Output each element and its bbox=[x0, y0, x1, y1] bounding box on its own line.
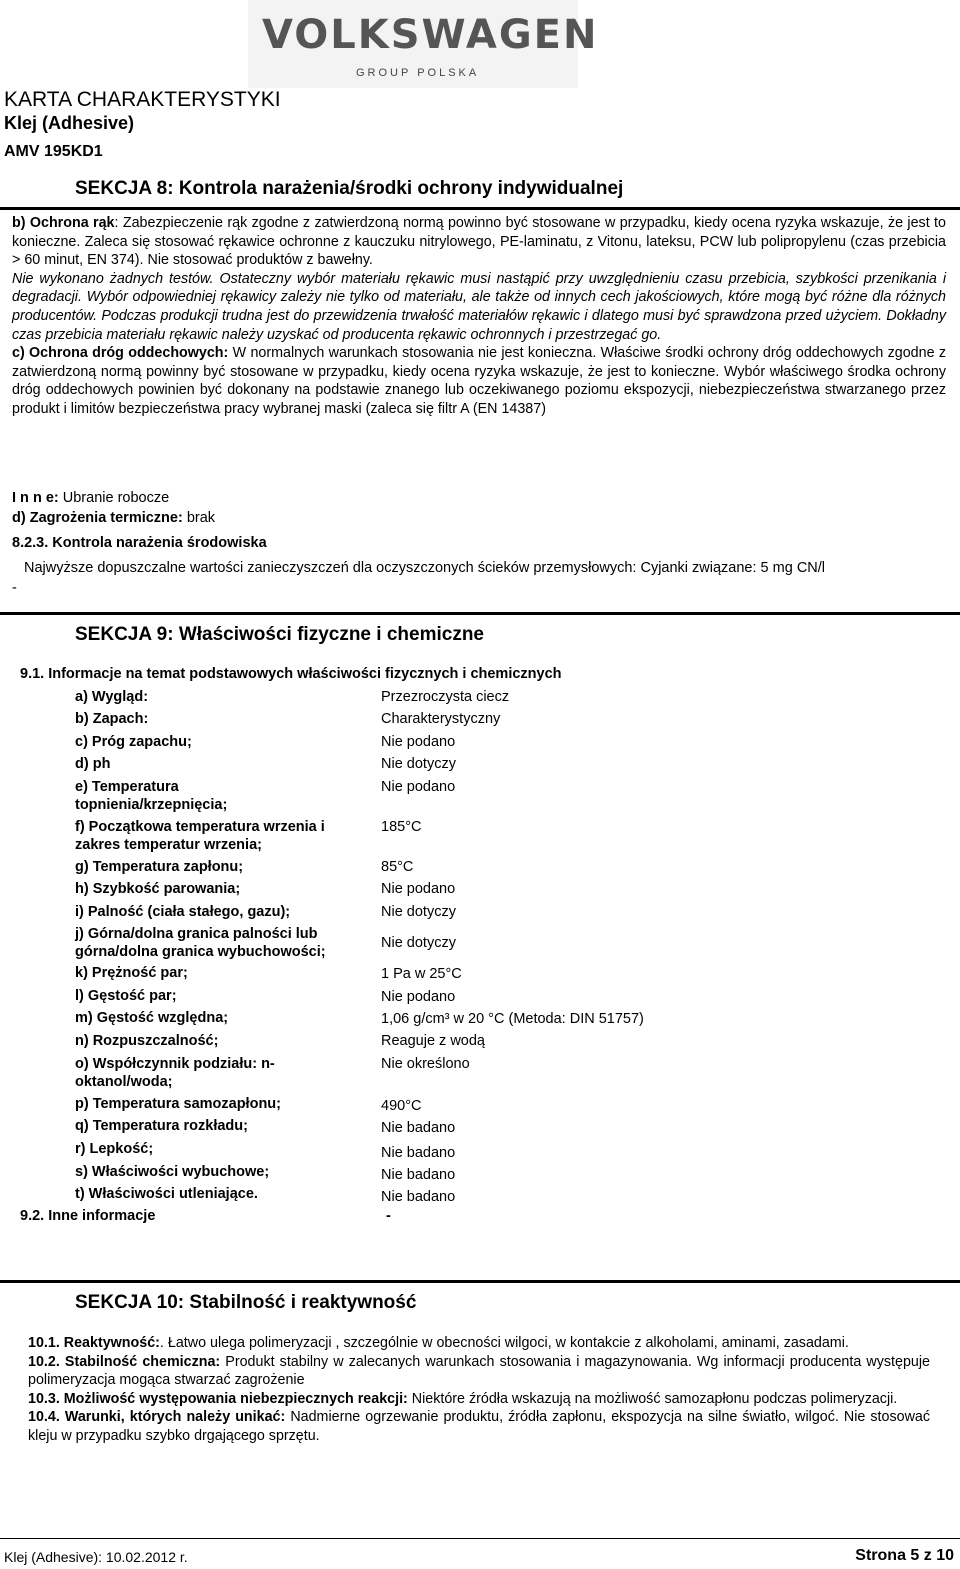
property-value: Nie badano bbox=[381, 1189, 456, 1205]
hand-protection-text: : Zabezpieczenie rąk zgodne z zatwierdzoną normą powinno być stosowane w przypadku, kiedy ocena ryzyka wskazuje, że jest to konieczne. Zaleca się stosować rękawice ochronne z kauczuku nitrylowego, PE-laminatu, z Vitonu, lateksu, PCW lub polipropylenu (czas przebicia > 60 minut, EN 374). Nie stosować produktów z bawełny. bbox=[12, 215, 946, 269]
property-label: c) Próg zapachu; bbox=[75, 734, 192, 750]
thermal-hazards-label: d) Zagrożenia termiczne: bbox=[12, 510, 183, 526]
property-value: 85°C bbox=[381, 859, 414, 875]
property-value: Reaguje z wodą bbox=[381, 1033, 485, 1049]
property-label: e) Temperatura topnienia/krzepnięcia; bbox=[75, 779, 228, 813]
hazardous-reactions bbox=[28, 1390, 930, 1409]
conditions-to-avoid-label: 10.4. Warunki, których należy unikać: bbox=[28, 1409, 286, 1426]
property-label: f) Początkowa temperatura wrzenia i zakres temperatur wrzenia; bbox=[75, 819, 325, 853]
other-info-value: - bbox=[386, 1208, 391, 1224]
footer-left: Klej (Adhesive): 10.02.2012 r. bbox=[4, 1549, 188, 1565]
property-value: Nie podano bbox=[381, 881, 456, 897]
product-name: Klej (Adhesive) bbox=[4, 113, 135, 133]
property-value: Nie podano bbox=[381, 989, 456, 1005]
respiratory-text: W normalnych warunkach stosowania nie jest konieczna. Właściwe środki ochrony dróg oddechowych zgodne z zatwierdzoną normą powinny być stosowane w przypadku, kiedy ocena ryzyka wskazuje, że jest to konieczne. Wybór właściwego środka ochrony dróg oddechowych powinien być dokonany na podstawie znanego lub oczekiwanego poziomu ekspozycji, niebezpieczeństwa stwarzanego przez produkt i limitów bezpieczeństwa pracy wybranej maski (zaleca się filtr A (EN 14387) bbox=[12, 345, 946, 417]
property-value: Nie badano bbox=[381, 1145, 456, 1161]
logo-subtitle: GROUP POLSKA bbox=[356, 67, 480, 79]
reactivity-label: 10.1. Reaktywność: bbox=[28, 1335, 160, 1351]
section-10-body bbox=[28, 1334, 930, 1446]
section-9-rule bbox=[0, 612, 960, 615]
property-label: k) Prężność par; bbox=[75, 965, 188, 981]
property-label: d) ph bbox=[75, 756, 111, 772]
respiratory-label: c) Ochrona dróg oddechowych: bbox=[12, 345, 229, 362]
section-8-title: SEKCJA 8: Kontrola narażenia/środki ochrony indywidualnej bbox=[75, 178, 624, 199]
property-label: n) Rozpuszczalność; bbox=[75, 1033, 219, 1049]
conditions-to-avoid-text: Nadmierne ogrzewanie produktu, źródła zapłonu, ekspozycja na silne światło, wilgoć. Nie stosować kleju w przypadku szybko drgającego sprzętu. bbox=[28, 1409, 931, 1444]
section-9-subtitle: 9.1. Informacje na temat podstawowych właściwości fizycznych i chemicznych bbox=[20, 666, 562, 682]
property-label: h) Szybkość parowania; bbox=[75, 881, 241, 897]
section-9-title: SEKCJA 9: Właściwości fizyczne i chemiczne bbox=[75, 624, 484, 645]
other-info-label: 9.2. Inne informacje bbox=[20, 1208, 156, 1224]
env-control-title: 8.2.3. Kontrola narażenia środowiska bbox=[12, 535, 267, 551]
property-label: g) Temperatura zapłonu; bbox=[75, 859, 244, 875]
property-label: p) Temperatura samozapłonu; bbox=[75, 1096, 281, 1112]
other-protection-label: I n n e: bbox=[12, 490, 59, 506]
hazardous-reactions-text: Niektóre źródła wskazują na możliwość samozapłonu podczas polimeryzacji. bbox=[407, 1390, 898, 1407]
section-10-title: SEKCJA 10: Stabilność i reaktywność bbox=[75, 1292, 417, 1313]
section-8-rule bbox=[0, 207, 960, 210]
property-label: b) Zapach: bbox=[75, 711, 149, 727]
other-protection-text: Ubranie robocze bbox=[58, 490, 170, 506]
footer-rule bbox=[0, 1538, 960, 1539]
property-label: q) Temperatura rozkładu; bbox=[75, 1118, 248, 1134]
property-value: 1,06 g/cm³ w 20 °C (Metoda: DIN 51757) bbox=[381, 1011, 644, 1027]
hand-protection-note: Nie wykonano żadnych testów. Ostateczny wybór materiału rękawic musi nastąpić przy uwzględnieniu czasu przebicia, szybkości przenikania i degradacji. Wybór odpowiedniej rękawicy zależy nie tylko od materiału, ale także od innych cech jakościowych, które mogą być różne dla różnych producentów. Podczas produkcji trudna jest do przewidzenia trwałość materiałów rękawic i dlatego musi być sprawdzona przed użyciem. Dokładny czas przebicia materiału rękawic należy uzyskać od producenta rękawic ochronnych i przestrzegać go. bbox=[12, 270, 946, 343]
reactivity-text: . Łatwo ulega polimeryzacji , szczególnie w obecności wilgoci, w kontakcie z alkoholami, aminami, zasadami. bbox=[159, 1335, 849, 1351]
reactivity bbox=[28, 1334, 930, 1353]
property-value: 490°C bbox=[381, 1098, 422, 1114]
property-label: i) Palność (ciała stałego, gazu); bbox=[75, 904, 291, 920]
property-value: Nie określono bbox=[381, 1056, 470, 1072]
hazardous-reactions-label: 10.3. Możliwość występowania niebezpiecznych reakcji: bbox=[28, 1390, 408, 1407]
product-code: AMV 195KD1 bbox=[4, 143, 103, 160]
property-label: t) Właściwości utleniające. bbox=[75, 1186, 258, 1202]
section-10-rule bbox=[0, 1280, 960, 1283]
property-label: j) Górna/dolna granica palności lub górna/dolna granica wybuchowości; bbox=[75, 926, 326, 960]
property-label: s) Właściwości wybuchowe; bbox=[75, 1164, 270, 1180]
thermal-hazards-text: brak bbox=[182, 510, 216, 526]
property-label: o) Współczynnik podziału: n-oktanol/woda; bbox=[75, 1056, 275, 1090]
property-value: 1 Pa w 25°C bbox=[381, 966, 462, 982]
property-value: Przezroczysta ciecz bbox=[381, 689, 510, 705]
property-label: r) Lepkość; bbox=[75, 1141, 154, 1157]
env-control-dash: - bbox=[12, 580, 17, 596]
property-value: Nie podano bbox=[381, 734, 456, 750]
chemical-stability bbox=[28, 1353, 930, 1390]
property-value: Nie dotyczy bbox=[381, 935, 456, 951]
conditions-to-avoid bbox=[28, 1408, 930, 1445]
property-value: Charakterystyczny bbox=[381, 711, 501, 727]
logo-wordmark: VOLKSWAGEN bbox=[262, 12, 599, 58]
chemical-stability-label: 10.2. Stabilność chemiczna: bbox=[28, 1353, 221, 1370]
thermal-hazards bbox=[12, 510, 215, 526]
chemical-stability-text: Produkt stabilny w zalecanych warunkach stosowania i magazynowania. Wg informacji producenta występuje polimeryzacja mogąca stwarzać zagrożenie bbox=[28, 1353, 930, 1389]
hand-protection-label: b) Ochrona rąk bbox=[12, 215, 115, 231]
property-value: 185°C bbox=[381, 819, 422, 835]
property-value: Nie badano bbox=[381, 1167, 456, 1183]
property-value: Nie badano bbox=[381, 1120, 456, 1136]
env-control-text: Najwyższe dopuszczalne wartości zanieczyszczeń dla oczyszczonych ścieków przemysłowych: Cyjanki związane: 5 mg CN/l bbox=[24, 560, 826, 576]
property-value: Nie dotyczy bbox=[381, 904, 456, 920]
property-label: a) Wygląd: bbox=[75, 689, 149, 705]
other-protection bbox=[12, 490, 169, 506]
property-label: m) Gęstość względna; bbox=[75, 1010, 229, 1026]
property-value: Nie podano bbox=[381, 779, 456, 795]
hand-protection bbox=[12, 214, 946, 419]
document-title: KARTA CHARAKTERYSTYKI bbox=[4, 88, 281, 111]
property-value: Nie dotyczy bbox=[381, 756, 456, 772]
property-label: l) Gęstość par; bbox=[75, 988, 177, 1004]
footer-page-number: Strona 5 z 10 bbox=[855, 1547, 954, 1564]
